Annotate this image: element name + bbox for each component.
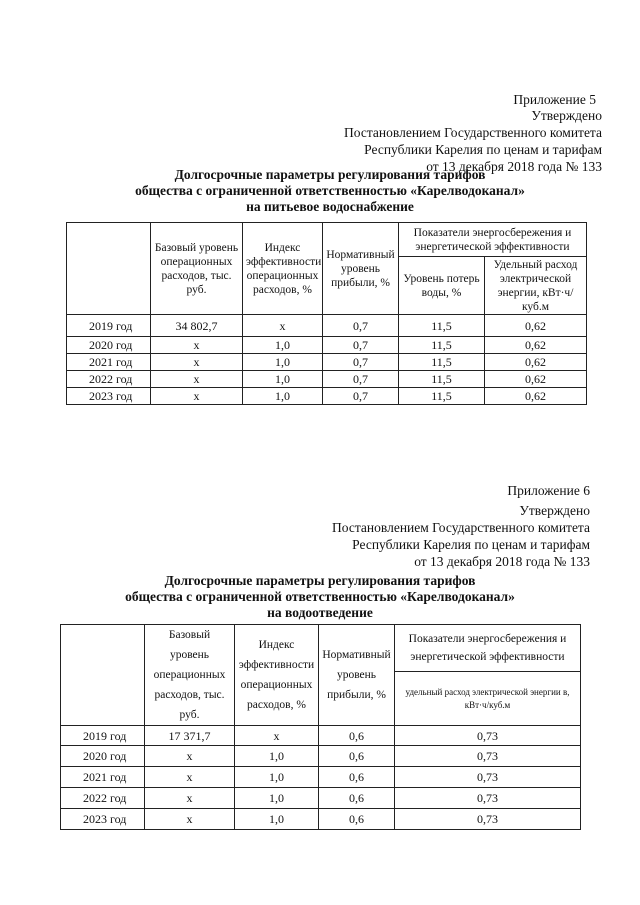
- table-row: [61, 746, 581, 767]
- value-cell: 1,0: [243, 354, 323, 371]
- title-line: на водоотведение: [267, 605, 373, 620]
- value-cell: х: [151, 371, 243, 388]
- value-cell: 34 802,7: [151, 315, 243, 337]
- header-water-losses: Уровень потерь воды, %: [399, 257, 485, 315]
- value-cell: 0,7: [323, 315, 399, 337]
- header-base-costs: Базовый уровень операционных расходов, тыс. руб.: [145, 625, 235, 726]
- year-cell: 2019 год: [61, 726, 145, 746]
- title-line: Долгосрочные параметры регулирования тарифов: [174, 167, 486, 182]
- value-cell: 11,5: [399, 388, 485, 405]
- year-cell: 2021 год: [67, 354, 151, 371]
- header-empty: [61, 625, 145, 726]
- approval-line: Республики Карелия по ценам и тарифам: [352, 537, 590, 552]
- value-cell: 1,0: [243, 337, 323, 354]
- value-cell: 0,62: [485, 388, 587, 405]
- value-cell: 1,0: [235, 809, 319, 830]
- table-row: [67, 388, 587, 405]
- table-row: [61, 767, 581, 788]
- table-row: [67, 371, 587, 388]
- appendix-6-label: Приложение 6: [507, 483, 590, 498]
- header-base-costs: Базовый уровень операционных расходов, тыс. руб.: [151, 223, 243, 315]
- header-specific-consumption: удельный расход электрической энергии в, кВт·ч/куб.м: [395, 672, 581, 726]
- appendix-6-table: [60, 624, 581, 830]
- header-energy-indicators: Показатели энергосбережения и энергетической эффективности: [395, 625, 581, 672]
- header-profit-level: Нормативный уровень прибыли, %: [319, 625, 395, 726]
- value-cell: х: [145, 746, 235, 767]
- value-cell: х: [151, 354, 243, 371]
- value-cell: х: [151, 337, 243, 354]
- value-cell: 0,73: [395, 809, 581, 830]
- value-cell: 0,73: [395, 746, 581, 767]
- year-cell: 2022 год: [61, 788, 145, 809]
- appendix-6-title: [100, 573, 540, 621]
- header-empty: [67, 223, 151, 315]
- value-cell: 0,6: [319, 746, 395, 767]
- header-energy-indicators: Показатели энергосбережения и энергетической эффективности: [399, 223, 587, 257]
- value-cell: 0,62: [485, 371, 587, 388]
- value-cell: 0,73: [395, 767, 581, 788]
- title-line: общества с ограниченной ответственностью «Карелводоканал»: [135, 183, 525, 198]
- year-cell: 2020 год: [67, 337, 151, 354]
- value-cell: х: [145, 809, 235, 830]
- value-cell: 1,0: [235, 746, 319, 767]
- value-cell: 0,6: [319, 809, 395, 830]
- year-cell: 2019 год: [67, 315, 151, 337]
- year-cell: 2020 год: [61, 746, 145, 767]
- value-cell: 0,7: [323, 388, 399, 405]
- value-cell: 0,6: [319, 767, 395, 788]
- appendix-5-table: [66, 222, 587, 405]
- header-specific-consumption: Удельный расход электрической энергии, кВт·ч/куб.м: [485, 257, 587, 315]
- approval-line: от 13 декабря 2018 года № 133: [414, 554, 590, 569]
- value-cell: 0,73: [395, 788, 581, 809]
- year-cell: 2023 год: [61, 809, 145, 830]
- approval-line: от 13 декабря 2018 года № 133: [426, 159, 602, 174]
- value-cell: 11,5: [399, 315, 485, 337]
- table-row: [67, 315, 587, 337]
- approval-line: Республики Карелия по ценам и тарифам: [364, 142, 602, 157]
- value-cell: 0,7: [323, 354, 399, 371]
- header-efficiency-index: Индекс эффективности операционных расходов, %: [243, 223, 323, 315]
- value-cell: 0,6: [319, 726, 395, 746]
- title-line: общества с ограниченной ответственностью «Карелводоканал»: [125, 589, 515, 604]
- header-profit-level: Нормативный уровень прибыли, %: [323, 223, 399, 315]
- value-cell: 0,7: [323, 371, 399, 388]
- table-row: [61, 788, 581, 809]
- value-cell: 11,5: [399, 371, 485, 388]
- appendix-5-approval: [344, 107, 602, 175]
- value-cell: 11,5: [399, 354, 485, 371]
- value-cell: 11,5: [399, 337, 485, 354]
- value-cell: 17 371,7: [145, 726, 235, 746]
- value-cell: х: [151, 388, 243, 405]
- year-cell: 2021 год: [61, 767, 145, 788]
- value-cell: 0,62: [485, 315, 587, 337]
- value-cell: х: [235, 726, 319, 746]
- value-cell: х: [145, 788, 235, 809]
- title-line: на питьевое водоснабжение: [246, 199, 414, 214]
- year-cell: 2023 год: [67, 388, 151, 405]
- appendix-5-title: [110, 167, 550, 215]
- approval-line: Утверждено: [519, 503, 590, 518]
- value-cell: 1,0: [243, 388, 323, 405]
- table-row: [67, 337, 587, 354]
- value-cell: 0,6: [319, 788, 395, 809]
- approval-line: Постановлением Государственного комитета: [344, 125, 602, 140]
- title-line: Долгосрочные параметры регулирования тарифов: [164, 573, 476, 588]
- value-cell: х: [145, 767, 235, 788]
- value-cell: 0,62: [485, 354, 587, 371]
- appendix-6-approval: [332, 502, 590, 570]
- value-cell: х: [243, 315, 323, 337]
- value-cell: 0,62: [485, 337, 587, 354]
- value-cell: 1,0: [235, 788, 319, 809]
- header-efficiency-index: Индекс эффективности операционных расходов, %: [235, 625, 319, 726]
- table-row: [61, 809, 581, 830]
- approval-line: Постановлением Государственного комитета: [332, 520, 590, 535]
- table-row: [67, 354, 587, 371]
- value-cell: 1,0: [235, 767, 319, 788]
- table-row: [61, 726, 581, 746]
- value-cell: 0,7: [323, 337, 399, 354]
- value-cell: 1,0: [243, 371, 323, 388]
- approval-line: Утверждено: [531, 108, 602, 123]
- appendix-5-label: Приложение 5: [513, 92, 596, 107]
- value-cell: 0,73: [395, 726, 581, 746]
- year-cell: 2022 год: [67, 371, 151, 388]
